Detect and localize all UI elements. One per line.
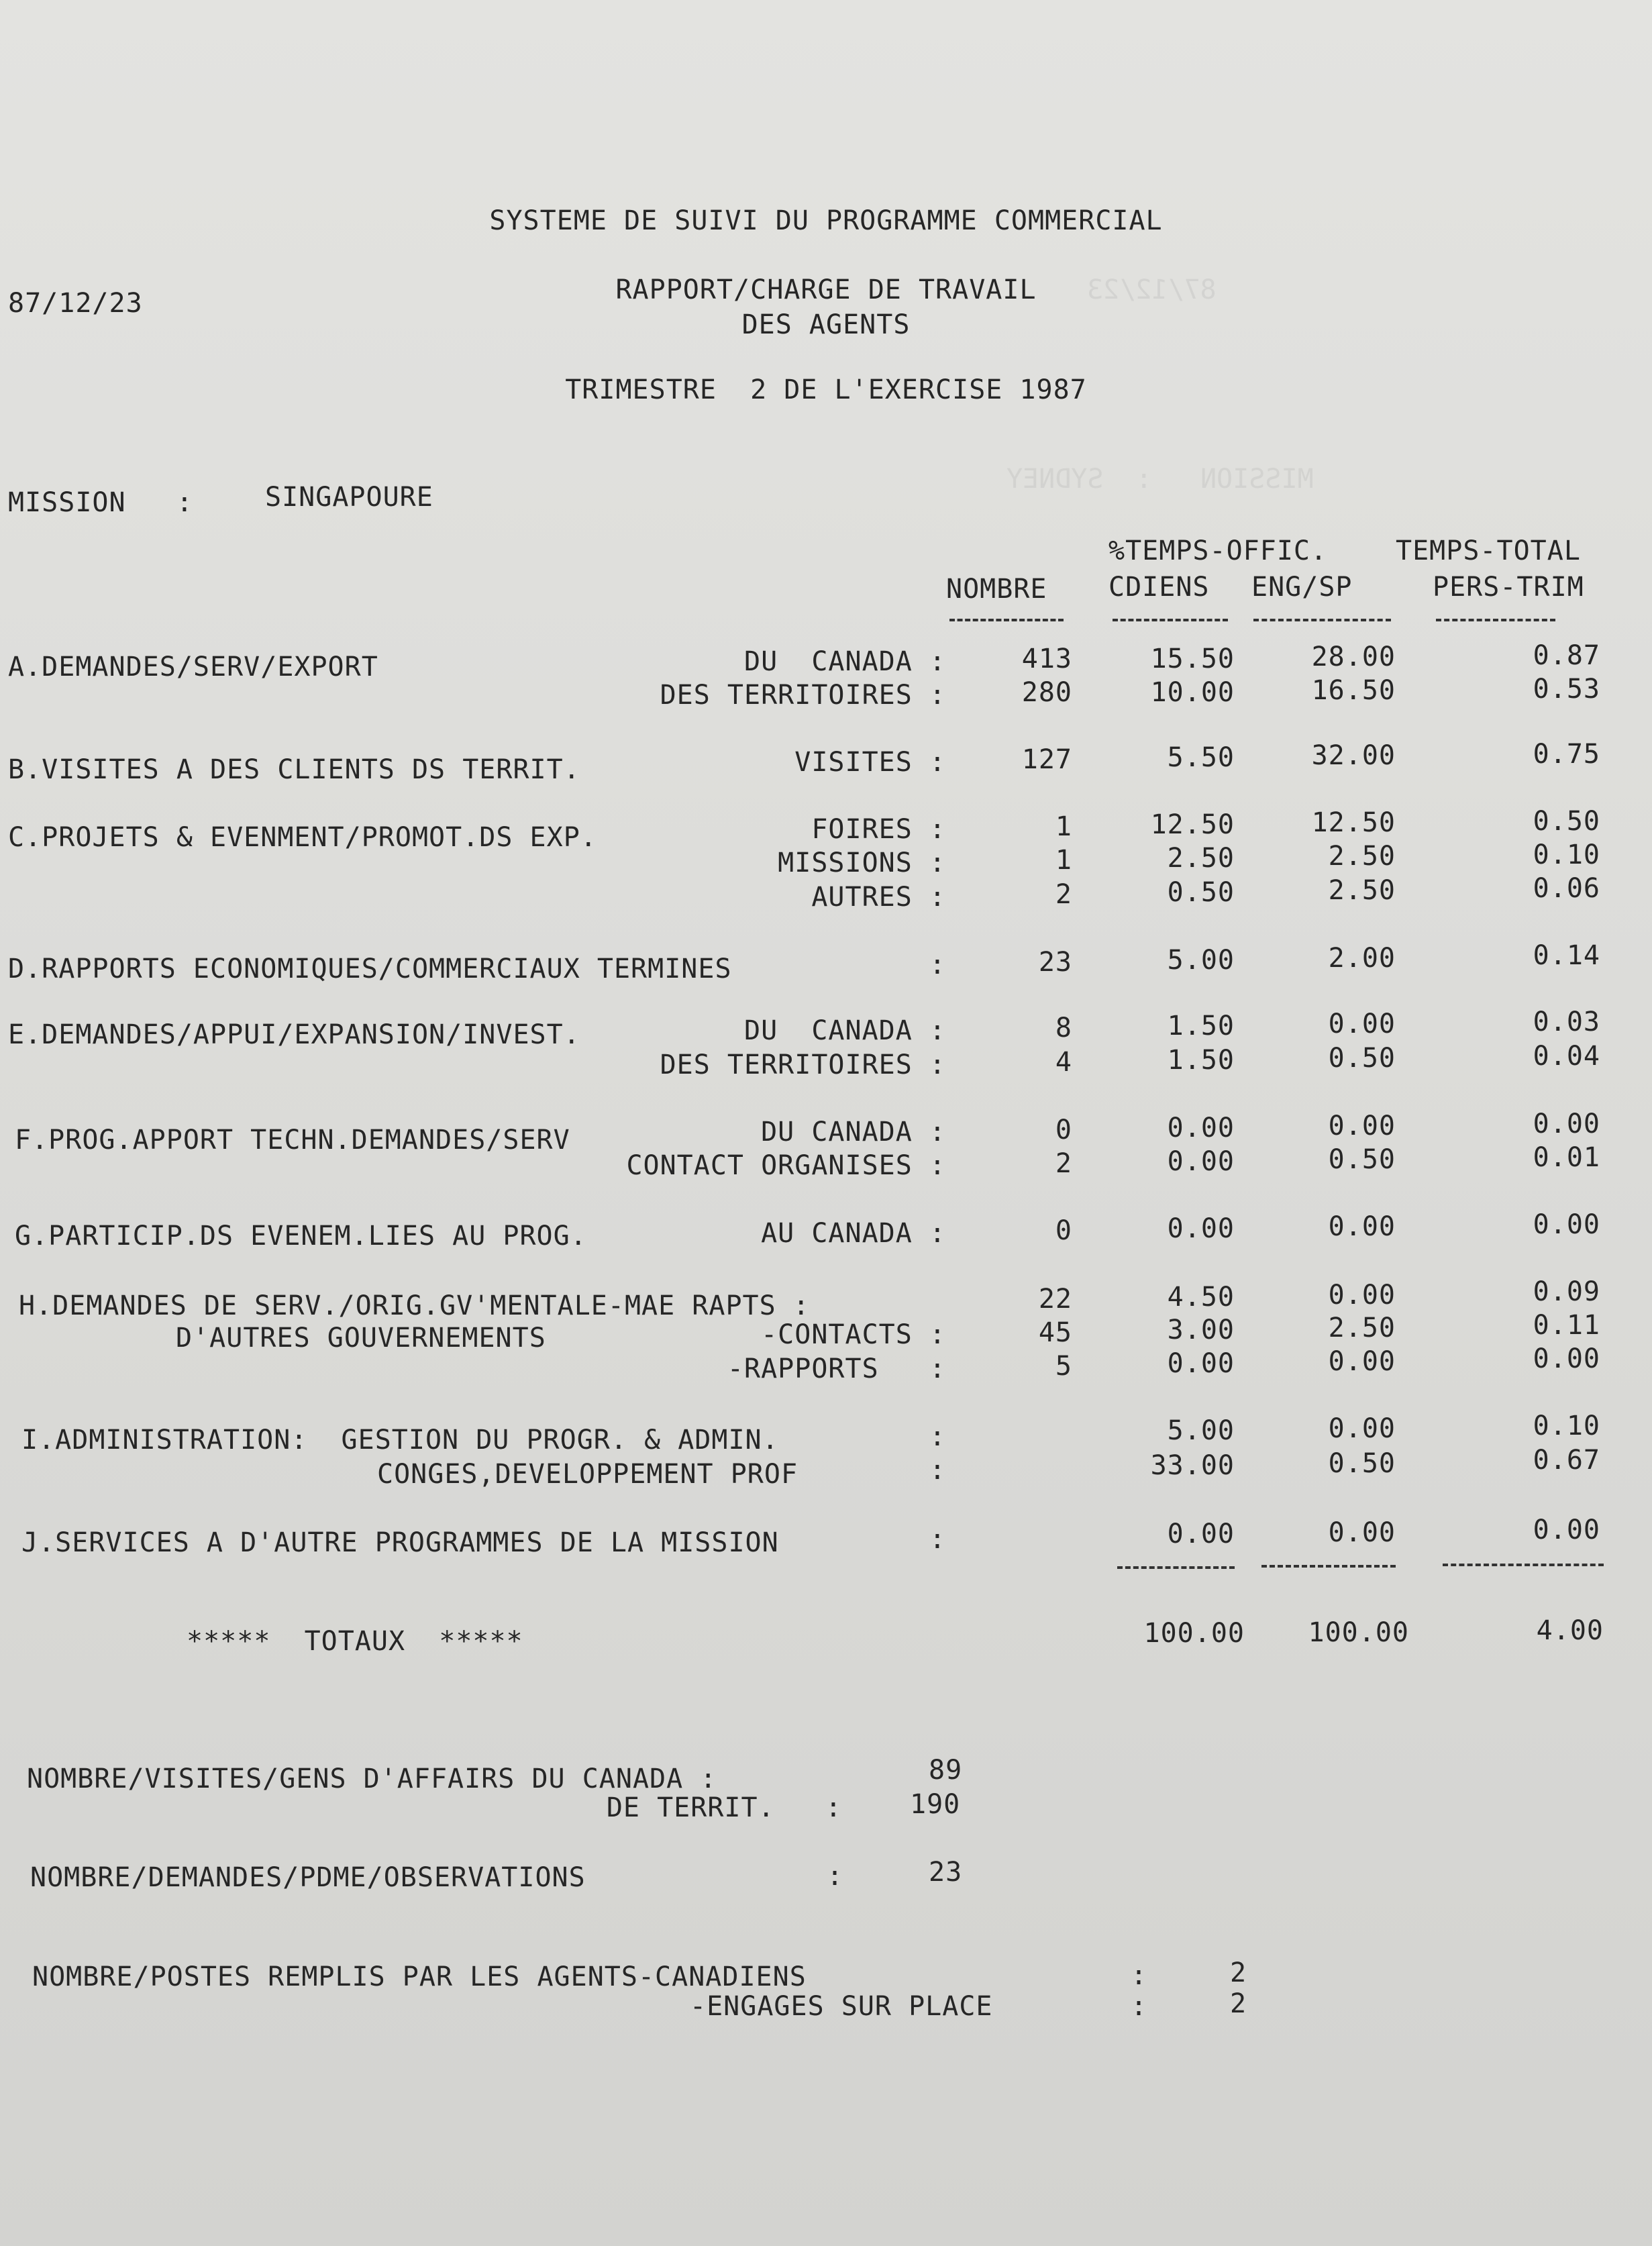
footer-demandes-colon: : xyxy=(827,1861,844,1892)
row-b1-nombre: 127 xyxy=(1021,744,1072,775)
row-a1-cdiens: 15.50 xyxy=(1150,644,1235,674)
row-c2-cdiens: 2.50 xyxy=(1167,843,1235,874)
col-rule-nombre xyxy=(949,619,1064,621)
row-i2-cdiens: 33.00 xyxy=(1150,1450,1235,1481)
row-h2-label: D'AUTRES GOUVERNEMENTS xyxy=(176,1323,546,1354)
row-g1-total: 0.00 xyxy=(1533,1209,1600,1240)
row-d1-cdiens: 5.00 xyxy=(1167,945,1235,976)
totals-rule-cdiens xyxy=(1117,1566,1235,1569)
row-f1-cdiens: 0.00 xyxy=(1167,1113,1235,1143)
col-header-nombre: NOMBRE xyxy=(946,574,1047,605)
row-h2-sub: -CONTACTS : xyxy=(761,1319,946,1350)
row-a2-cdiens: 10.00 xyxy=(1150,677,1235,708)
footer-visites-terr-label: DE TERRIT. : xyxy=(606,1792,842,1823)
mission-label: MISSION : xyxy=(8,487,193,518)
row-f1-nombre: 0 xyxy=(1055,1115,1072,1145)
row-i1-sub: : xyxy=(929,1421,946,1452)
row-b1-total: 0.75 xyxy=(1533,739,1600,770)
footer-visites-terr: 190 xyxy=(910,1789,961,1820)
row-h1-cdiens: 4.50 xyxy=(1167,1282,1235,1313)
row-h3-nombre: 5 xyxy=(1055,1351,1072,1382)
mission-value: SINGAPOURE xyxy=(265,482,433,513)
row-b-label: B.VISITES A DES CLIENTS DS TERRIT. xyxy=(8,754,580,785)
row-e1-sub: DU CANADA : xyxy=(744,1015,946,1046)
row-e1-engsp: 0.00 xyxy=(1328,1009,1396,1039)
row-f2-total: 0.01 xyxy=(1533,1142,1600,1173)
row-c3-engsp: 2.50 xyxy=(1328,875,1396,906)
row-f2-cdiens: 0.00 xyxy=(1167,1146,1235,1177)
row-d1-sub: : xyxy=(929,950,946,980)
row-h2-nombre: 45 xyxy=(1038,1317,1072,1348)
totals-total: 4.00 xyxy=(1536,1615,1604,1646)
row-f2-nombre: 2 xyxy=(1055,1148,1072,1179)
footer-postes-colon: : xyxy=(1131,1960,1148,1991)
row-d-label: D.RAPPORTS ECONOMIQUES/COMMERCIAUX TERMINES xyxy=(8,954,732,984)
bleed-through-ghost: MISSION : SYDNEY xyxy=(1006,464,1314,495)
row-a2-engsp: 16.50 xyxy=(1311,675,1396,706)
totals-engsp: 100.00 xyxy=(1308,1617,1409,1648)
row-h1-nombre: 22 xyxy=(1038,1284,1072,1315)
row-b1-sub: VISITES : xyxy=(794,747,946,778)
col-header-cdiens: CDIENS xyxy=(1108,572,1210,603)
col-rule-perstrim xyxy=(1436,619,1555,621)
row-a-label: A.DEMANDES/SERV/EXPORT xyxy=(8,652,378,682)
row-c1-sub: FOIRES : xyxy=(811,814,946,845)
row-e2-cdiens: 1.50 xyxy=(1167,1045,1235,1076)
row-i2-sub: : xyxy=(929,1455,946,1486)
footer-engages-colon: : xyxy=(1131,1991,1148,2022)
row-h3-cdiens: 0.00 xyxy=(1167,1348,1235,1379)
footer-visites-label: NOMBRE/VISITES/GENS D'AFFAIRS DU CANADA : xyxy=(27,1764,717,1794)
row-c2-engsp: 2.50 xyxy=(1328,841,1396,872)
row-e1-nombre: 8 xyxy=(1055,1013,1072,1043)
row-e1-cdiens: 1.50 xyxy=(1167,1011,1235,1041)
report-date: 87/12/23 xyxy=(8,288,143,319)
row-g-label: G.PARTICIP.DS EVENEM.LIES AU PROG. xyxy=(15,1221,587,1252)
row-c1-total: 0.50 xyxy=(1533,806,1600,837)
row-a1-sub: DU CANADA : xyxy=(744,646,946,677)
row-i1-cdiens: 5.00 xyxy=(1167,1415,1235,1446)
col-header-total: TEMPS-TOTAL xyxy=(1396,535,1581,566)
report-title-line-1: RAPPORT/CHARGE DE TRAVAIL xyxy=(615,274,1037,305)
footer-engages-label: -ENGAGES SUR PLACE xyxy=(690,1991,993,2022)
footer-visites-canada: 89 xyxy=(929,1755,963,1786)
row-g1-nombre: 0 xyxy=(1055,1215,1072,1246)
row-e2-total: 0.04 xyxy=(1533,1041,1600,1072)
row-a1-engsp: 28.00 xyxy=(1311,642,1396,672)
row-j1-total: 0.00 xyxy=(1533,1515,1600,1545)
row-c2-nombre: 1 xyxy=(1055,845,1072,876)
col-header-engsp: ENG/SP xyxy=(1251,572,1353,603)
row-b1-cdiens: 5.50 xyxy=(1167,742,1235,773)
row-e-label: E.DEMANDES/APPUI/EXPANSION/INVEST. xyxy=(8,1019,580,1050)
row-f-label: F.PROG.APPORT TECHN.DEMANDES/SERV xyxy=(15,1125,570,1156)
row-a1-nombre: 413 xyxy=(1021,644,1072,674)
col-rule-engsp xyxy=(1253,619,1391,621)
row-d1-nombre: 23 xyxy=(1038,947,1072,978)
row-f1-engsp: 0.00 xyxy=(1328,1111,1396,1141)
row-c3-sub: AUTRES : xyxy=(811,882,946,913)
row-c2-sub: MISSIONS : xyxy=(778,848,946,878)
row-i-label: I.ADMINISTRATION: GESTION DU PROGR. & ADMIN. xyxy=(21,1425,779,1456)
row-j1-cdiens: 0.00 xyxy=(1167,1519,1235,1549)
report-period: TRIMESTRE 2 DE L'EXERCISE 1987 xyxy=(565,374,1087,405)
row-e2-nombre: 4 xyxy=(1055,1047,1072,1078)
row-c1-cdiens: 12.50 xyxy=(1150,809,1235,840)
row-c3-total: 0.06 xyxy=(1533,873,1600,904)
row-i2-total: 0.67 xyxy=(1533,1445,1600,1476)
row-c1-nombre: 1 xyxy=(1055,811,1072,842)
col-header-perstrim: PERS-TRIM xyxy=(1433,572,1584,603)
row-b1-engsp: 32.00 xyxy=(1311,740,1396,771)
row-a2-nombre: 280 xyxy=(1021,677,1072,708)
totals-label: ***** TOTAUX ***** xyxy=(187,1626,523,1657)
row-f2-sub: CONTACT ORGANISES : xyxy=(626,1150,946,1181)
row-f2-engsp: 0.50 xyxy=(1328,1144,1396,1175)
system-title: SYSTEME DE SUIVI DU PROGRAMME COMMERCIAL xyxy=(489,205,1163,236)
footer-postes-label: NOMBRE/POSTES REMPLIS PAR LES AGENTS-CANADIENS xyxy=(32,1961,807,1992)
row-h1-total: 0.09 xyxy=(1533,1276,1600,1307)
row-h3-sub: -RAPPORTS : xyxy=(727,1354,946,1384)
row-g1-sub: AU CANADA : xyxy=(761,1218,946,1249)
row-h3-engsp: 0.00 xyxy=(1328,1346,1396,1377)
footer-postes-engages: 2 xyxy=(1230,1988,1247,2019)
row-a1-total: 0.87 xyxy=(1533,640,1600,671)
row-i2-label: CONGES,DEVELOPPEMENT PROF xyxy=(377,1459,798,1490)
row-f1-total: 0.00 xyxy=(1533,1109,1600,1139)
row-g1-cdiens: 0.00 xyxy=(1167,1213,1235,1244)
row-h2-engsp: 2.50 xyxy=(1328,1313,1396,1343)
row-h-label: H.DEMANDES DE SERV./ORIG.GV'MENTALE-MAE RAPTS : xyxy=(19,1290,810,1321)
row-c2-total: 0.10 xyxy=(1533,839,1600,870)
row-c3-nombre: 2 xyxy=(1055,879,1072,910)
col-header-pct: %TEMPS-OFFIC. xyxy=(1108,535,1328,566)
row-d1-engsp: 2.00 xyxy=(1328,943,1396,974)
row-d1-total: 0.14 xyxy=(1533,940,1600,971)
row-j1-sub: : xyxy=(929,1524,946,1555)
row-j1-engsp: 0.00 xyxy=(1328,1517,1396,1548)
row-e2-engsp: 0.50 xyxy=(1328,1043,1396,1074)
row-e2-sub: DES TERRITOIRES : xyxy=(660,1050,946,1080)
row-h1-engsp: 0.00 xyxy=(1328,1280,1396,1311)
row-c1-engsp: 12.50 xyxy=(1311,807,1396,838)
footer-demandes-label: NOMBRE/DEMANDES/PDME/OBSERVATIONS xyxy=(30,1862,586,1893)
row-h2-total: 0.11 xyxy=(1533,1310,1600,1341)
row-i2-engsp: 0.50 xyxy=(1328,1448,1396,1479)
row-i1-total: 0.10 xyxy=(1533,1411,1600,1441)
row-c-label: C.PROJETS & EVENMENT/PROMOT.DS EXP. xyxy=(8,822,597,853)
row-a2-total: 0.53 xyxy=(1533,674,1600,705)
row-f1-sub: DU CANADA : xyxy=(761,1117,946,1147)
row-j-label: J.SERVICES A D'AUTRE PROGRAMMES DE LA MISSION xyxy=(21,1527,779,1558)
row-c3-cdiens: 0.50 xyxy=(1167,877,1235,908)
row-i1-engsp: 0.00 xyxy=(1328,1413,1396,1444)
row-e1-total: 0.03 xyxy=(1533,1007,1600,1037)
totals-rule-engsp xyxy=(1261,1565,1396,1568)
footer-postes-canadiens: 2 xyxy=(1230,1957,1247,1988)
row-h3-total: 0.00 xyxy=(1533,1343,1600,1374)
bleed-through-ghost: 87/12/23 xyxy=(1087,274,1217,305)
row-a2-sub: DES TERRITOIRES : xyxy=(660,680,946,711)
row-g1-engsp: 0.00 xyxy=(1328,1211,1396,1242)
totals-cdiens: 100.00 xyxy=(1143,1618,1245,1649)
row-h2-cdiens: 3.00 xyxy=(1167,1315,1235,1345)
footer-demandes-value: 23 xyxy=(929,1857,963,1888)
col-rule-cdiens xyxy=(1113,619,1228,621)
totals-rule-perstrim xyxy=(1443,1564,1604,1566)
report-title-line-2: DES AGENTS xyxy=(741,309,911,340)
